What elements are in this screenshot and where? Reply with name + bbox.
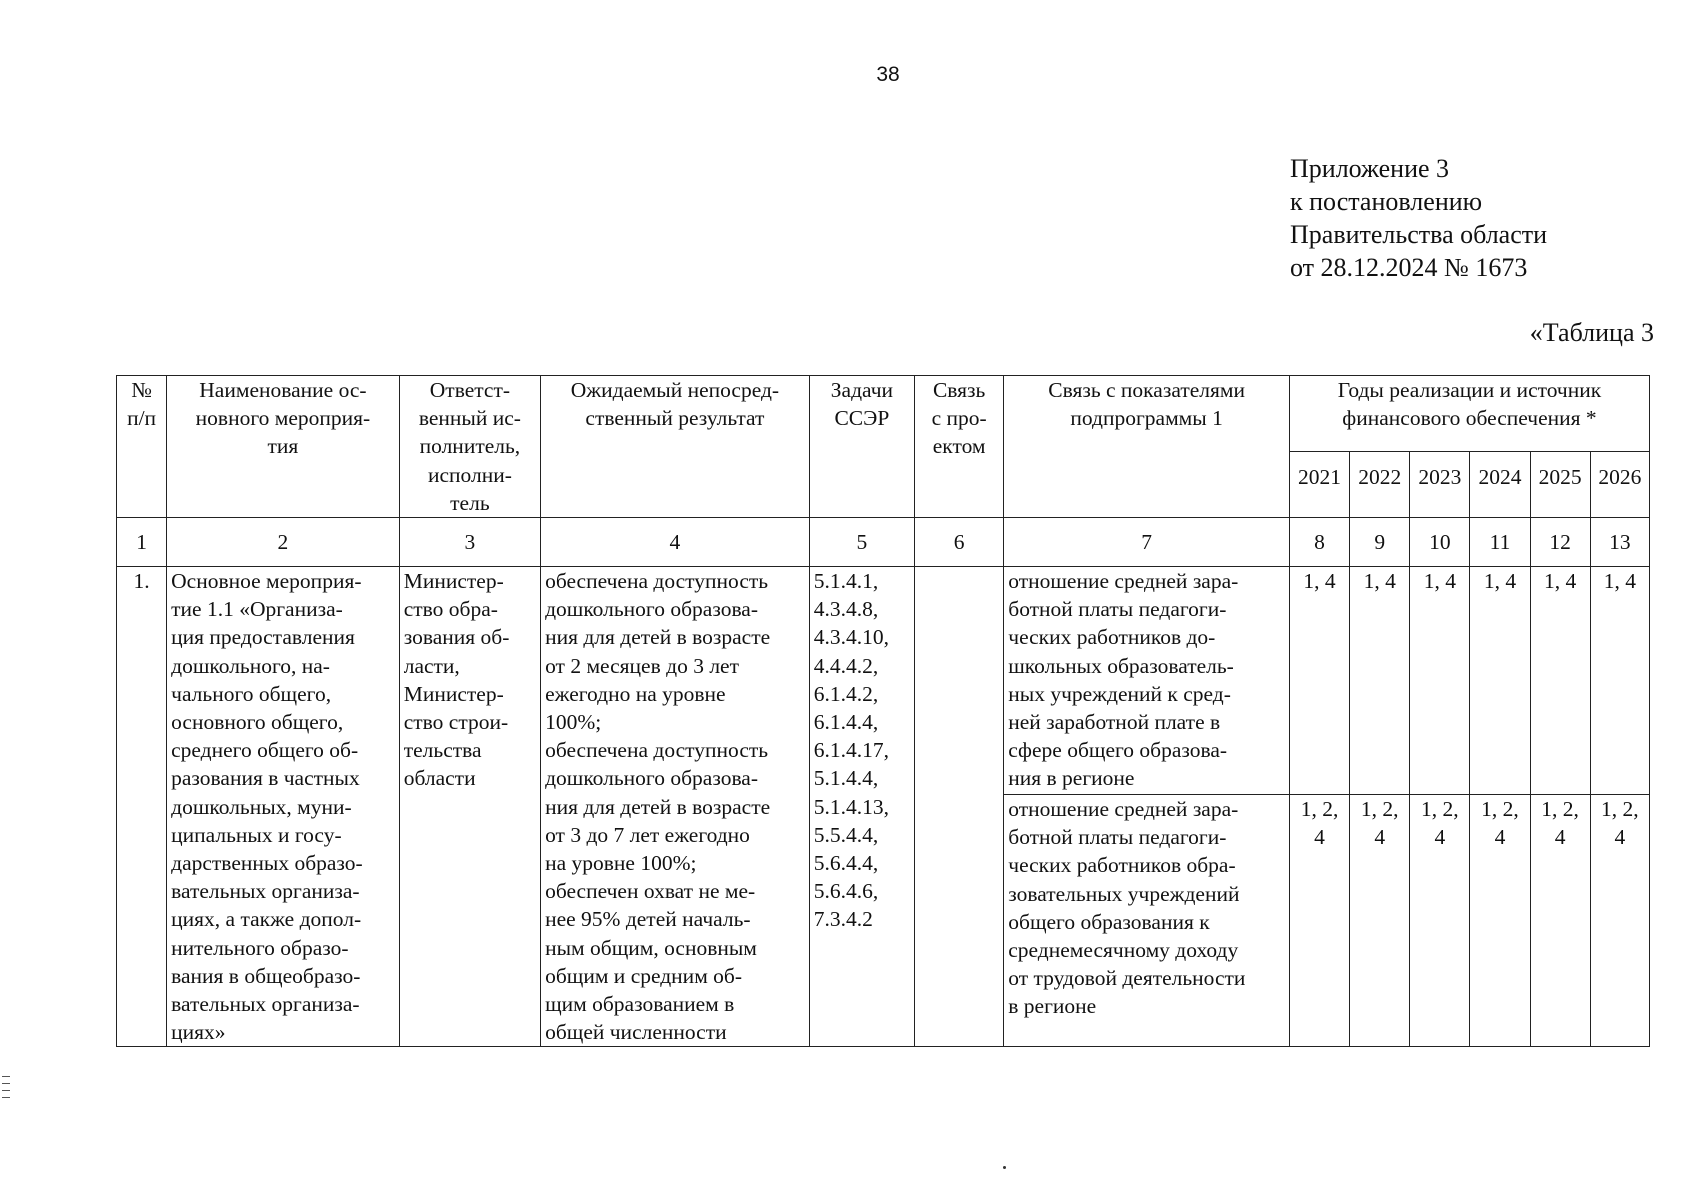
row-indicator-2-year-2022: 1, 2, 4: [1350, 795, 1410, 1047]
row-name-cell: Основное мероприя- тие 1.1 «Организа- ция предоставления дошкольного, на- чального общего, основного общего, среднего общего об- разования в частных дошкольных, муни- ципальных и госу- дарственных образо- вательных организа- циях, а также допол- нительного образо- вания в общеобразо- вательных организа- циях»: [167, 567, 400, 1047]
column-number: 8: [1289, 518, 1349, 567]
column-number: 9: [1350, 518, 1410, 567]
column-number: 1: [117, 518, 167, 567]
table-row: [117, 567, 1650, 795]
row-indicator-1-year-2025: 1, 4: [1530, 567, 1590, 795]
row-indicator-1-year-2026: 1, 4: [1590, 567, 1649, 795]
row-result-cell: обеспечена доступность дошкольного образова- ния для детей в возрасте от 2 месяцев до 3 лет ежегодно на уровне 100%; обеспечена доступность дошкольного образова- ния для детей в возрасте от 3 до 7 лет ежегодно на уровне 100%; обеспечен охват не ме- нее 95% детей началь- ным общим, основным общим и средним об- щим образованием в общей численности: [541, 567, 810, 1047]
header-year-2021: 2021: [1289, 451, 1349, 518]
scan-margin-mark: [2, 1090, 10, 1091]
row-indicator-2-year-2024: 1, 2, 4: [1470, 795, 1530, 1047]
appendix-line-1: Приложение 3: [1290, 154, 1450, 183]
header-indicators: Связь с показателями подпрограммы 1: [1004, 376, 1290, 518]
header-name: Наименование ос- новного мероприя- тия: [167, 376, 400, 518]
row-indicator-1-year-2021: 1, 4: [1289, 567, 1349, 795]
scan-margin-mark: [2, 1076, 10, 1077]
column-number: 10: [1410, 518, 1470, 567]
column-number: 11: [1470, 518, 1530, 567]
row-indicator-1-year-2023: 1, 4: [1410, 567, 1470, 795]
measures-table: [116, 375, 1650, 1047]
scan-margin-mark: [2, 1097, 10, 1098]
header-result: Ожидаемый непосред- ственный результат: [541, 376, 810, 518]
column-number: 12: [1530, 518, 1590, 567]
appendix-block: [1290, 152, 1547, 284]
column-number: 2: [167, 518, 400, 567]
row-indicator-2-year-2025: 1, 2, 4: [1530, 795, 1590, 1047]
column-number: 3: [399, 518, 540, 567]
row-indicator-2-year-2026: 1, 2, 4: [1590, 795, 1649, 1047]
appendix-line-4: от 28.12.2024 № 1673: [1290, 253, 1528, 282]
header-year-2025: 2025: [1530, 451, 1590, 518]
row-num-cell: 1.: [117, 567, 167, 1047]
header-years-group: Годы реализации и источник финансового обеспечения *: [1289, 376, 1649, 452]
table-caption: «Таблица 3: [1529, 318, 1654, 347]
column-number-row: [117, 518, 1650, 567]
header-tasks: Задачи ССЭР: [809, 376, 914, 518]
header-year-2026: 2026: [1590, 451, 1649, 518]
header-row: [117, 376, 1650, 452]
row-indicator-1-year-2022: 1, 4: [1350, 567, 1410, 795]
header-executor: Ответст- венный ис- полнитель, исполни- тель: [399, 376, 540, 518]
appendix-line-3: Правительства области: [1290, 220, 1548, 249]
row-indicator-1-cell: отношение средней зара- ботной платы педагоги- ческих работников до- школьных образователь- ных учреждений к сред- ней заработной плате в сфере общего образова- ния в регионе: [1004, 567, 1290, 795]
scan-speck: [1003, 1166, 1006, 1169]
row-indicator-2-year-2021: 1, 2, 4: [1289, 795, 1349, 1047]
row-indicator-1-year-2024: 1, 4: [1470, 567, 1530, 795]
row-project-cell: [915, 567, 1004, 1047]
header-num: № п/п: [117, 376, 167, 518]
row-indicator-2-year-2023: 1, 2, 4: [1410, 795, 1470, 1047]
column-number: 7: [1004, 518, 1290, 567]
header-year-2023: 2023: [1410, 451, 1470, 518]
column-number: 6: [915, 518, 1004, 567]
header-year-2024: 2024: [1470, 451, 1530, 518]
row-executor-cell: Министер- ство обра- зования об- ласти, Министер- ство строи- тельства области: [399, 567, 540, 1047]
row-tasks-cell: 5.1.4.1, 4.3.4.8, 4.3.4.10, 4.4.4.2, 6.1.4.2, 6.1.4.4, 6.1.4.17, 5.1.4.4, 5.1.4.13, 5.5.4.4, 5.6.4.4, 5.6.4.6, 7.3.4.2: [809, 567, 914, 1047]
header-project: Связь с про- ектом: [915, 376, 1004, 518]
header-year-2022: 2022: [1350, 451, 1410, 518]
scan-margin-mark: [2, 1083, 10, 1084]
page-number: 38: [876, 63, 900, 86]
row-indicator-2-cell: отношение средней зара- ботной платы педагоги- ческих работников обра- зовательных учреждений общего образования к среднемесячному доходу от трудовой деятельности в регионе: [1004, 795, 1290, 1047]
column-number: 13: [1590, 518, 1649, 567]
appendix-line-2: к постановлению: [1290, 187, 1483, 216]
column-number: 4: [541, 518, 810, 567]
column-number: 5: [809, 518, 914, 567]
